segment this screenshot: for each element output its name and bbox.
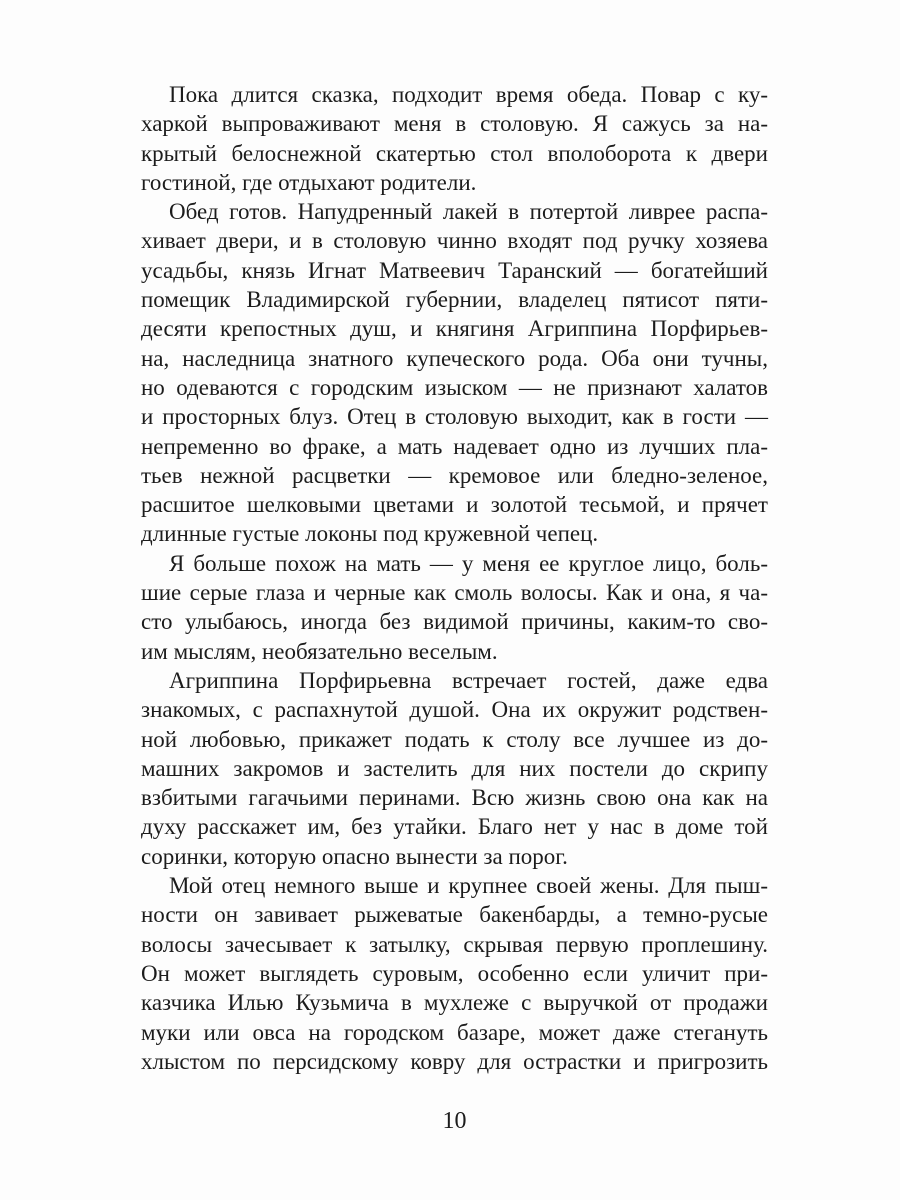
text-line: Обед готов. Напудренный лакей в потертой ливрее распа- bbox=[169, 199, 768, 225]
text-line: муки или овса на городском базаре, может даже стегануть bbox=[141, 1019, 768, 1045]
text-line: и просторных блуз. Отец в столовую выходит, как в гости — bbox=[141, 404, 768, 430]
text-line: знакомых, с распахнутой душой. Она их окружит родствен- bbox=[141, 697, 768, 723]
page-number: 10 bbox=[442, 1108, 467, 1134]
text-line: харкой выпроваживают меня в столовую. Я сажусь за на- bbox=[141, 111, 768, 137]
text-line: расшитое шелковыми цветами и золотой тесьмой, и прячет bbox=[141, 492, 768, 518]
text-line: хивает двери, и в столовую чинно входят под ручку хозяева bbox=[141, 228, 768, 254]
text-line: усадьбы, князь Игнат Матвеевич Таранский — богатейший bbox=[141, 257, 768, 283]
text-line: волосы зачесывает к затылку, скрывая первую проплешину. bbox=[141, 931, 768, 957]
text-line: помещик Владимирской губернии, владелец пятисот пяти- bbox=[141, 287, 768, 313]
text-line: тьев нежной расцветки — кремовое или бледно-зеленое, bbox=[141, 462, 768, 488]
text-line: казчика Илью Кузьмича в мухлеже с выручкой от продажи bbox=[141, 990, 768, 1016]
text-line: шие серые глаза и черные как смоль волосы. Как и она, я ча- bbox=[141, 580, 768, 606]
text-line: сто улыбаюсь, иногда без видимой причины, каким-то сво- bbox=[141, 609, 768, 635]
text-line: Агриппина Порфирьевна встречает гостей, даже едва bbox=[169, 667, 768, 693]
text-line: десяти крепостных душ, и княгиня Агриппина Порфирьев- bbox=[141, 316, 768, 342]
text-line: непременно во фраке, а мать надевает одно из лучших пла- bbox=[141, 433, 768, 459]
text-line: крытый белоснежной скатертью стол вполоборота к двери bbox=[141, 140, 768, 166]
text-line: на, наследница знатного купеческого рода. Оба они тучны, bbox=[141, 345, 768, 371]
page-text bbox=[141, 80, 768, 1076]
text-line: соринки, которую опасно вынести за порог. bbox=[141, 843, 568, 869]
text-line: ности он завивает рыжеватые бакенбарды, а темно-русые bbox=[141, 902, 768, 928]
text-line: гостиной, где отдыхают родители. bbox=[141, 169, 477, 195]
text-line: Я больше похож на мать — у меня ее круглое лицо, боль- bbox=[169, 550, 768, 576]
text-line: Пока длится сказка, подходит время обеда. Повар с ку- bbox=[169, 82, 768, 107]
text-line: длинные густые локоны под кружевной чепец. bbox=[141, 521, 599, 547]
text-line: машних закромов и застелить для них постели до скрипу bbox=[141, 755, 768, 781]
text-line: Он может выглядеть суровым, особенно если уличит при- bbox=[141, 960, 768, 986]
text-line: ной любовью, прикажет подать к столу все лучшее из до- bbox=[141, 726, 768, 752]
text-line: им мыслям, необязательно веселым. bbox=[141, 638, 498, 664]
text-line: хлыстом по персидскому ковру для острастки и пригрозить bbox=[141, 1048, 768, 1074]
text-line: но одеваются с городским изыском — не признают халатов bbox=[141, 374, 768, 400]
text-line: духу расскажет им, без утайки. Благо нет у нас в доме той bbox=[141, 814, 768, 840]
text-line: взбитыми гагачьими перинами. Всю жизнь свою она как на bbox=[141, 785, 768, 811]
text-line: Мой отец немного выше и крупнее своей жены. Для пыш- bbox=[169, 873, 768, 899]
